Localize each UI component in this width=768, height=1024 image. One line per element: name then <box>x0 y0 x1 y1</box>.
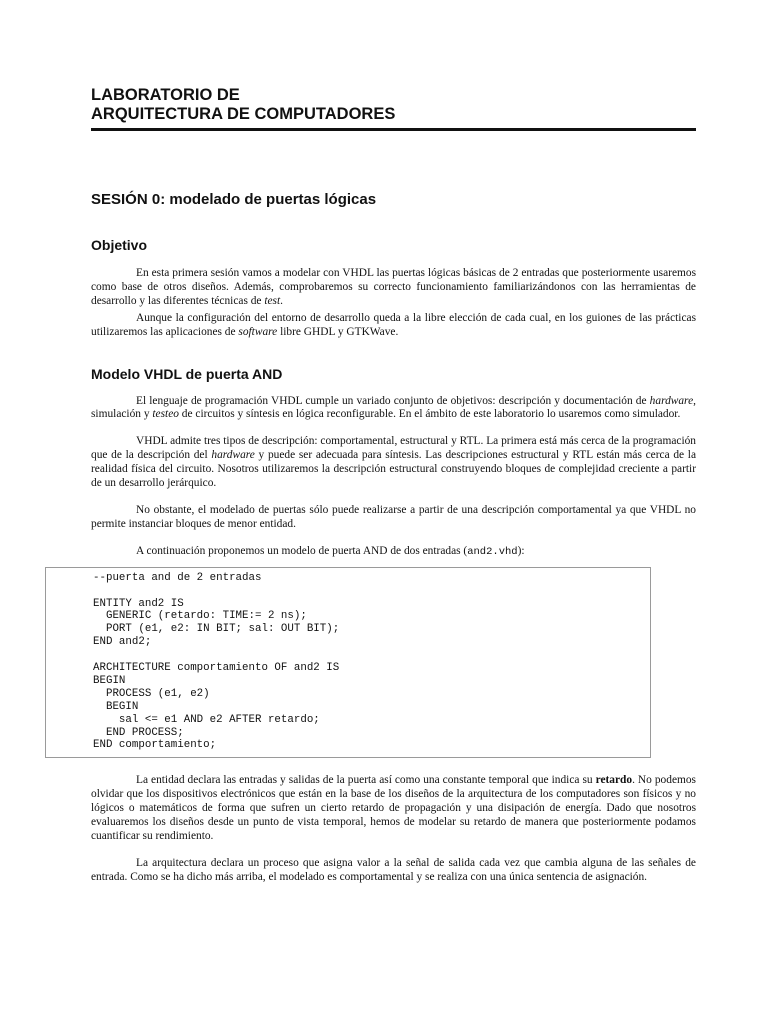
text-run: VHDL admite tres tipos de descripción: comportamental, estructural y RTL. La primera está más cerca de la programación que de la descripción del <box>91 435 696 462</box>
text-run: ): <box>517 544 525 557</box>
code-text: --puerta and de 2 entradas ENTITY and2 IS GENERIC (retardo: TIME:= 2 ns); PORT (e1, e2: IN BIT; sal: OUT BIT); END and2; ARCHITECTURE comportamiento OF and2 IS BEGIN PROCESS (e1, e2) BEGIN sal <= e1 AND e2 AFTER retardo; END PROCESS; END comportamiento; <box>93 571 340 752</box>
modelo-paragraph-5 <box>91 774 696 844</box>
text-run: El lenguaje de programación VHDL cumple un variado conjunto de objetivos: descripción y documentación de <box>136 394 650 407</box>
text-run: Aunque la configuración del entorno de desarrollo queda a la libre elección de cada cual, en los guiones de las prácticas utilizaremos las aplicaciones de <box>91 311 696 338</box>
heading-objetivo: Objetivo <box>91 237 148 253</box>
session-title: SESIÓN 0: modelado de puertas lógicas <box>91 191 377 208</box>
heading-modelo: Modelo VHDL de puerta AND <box>91 365 283 382</box>
modelo-paragraph-3: No obstante, el modelado de puertas sólo puede realizarse a partir de una descripción comportamental ya que VHDL no permite instanciar bloques de menor entidad. <box>91 503 696 530</box>
modelo-paragraph-6: La arquitectura declara un proceso que asigna valor a la señal de salida cada vez que cambia alguna de las señales de entrada. Como se ha dicho más arriba, el modelado es comportamental y se realiza con una única sentencia de asignación. <box>91 856 696 883</box>
text-run: , simulación y <box>91 394 696 421</box>
code-listing <box>45 567 651 759</box>
text-run: libre GHDL y GTKWave. <box>277 325 399 338</box>
emphasis: testeo <box>152 408 179 421</box>
title-rule <box>91 128 696 131</box>
modelo-paragraph-4 <box>91 545 696 560</box>
inline-code: and2.vhd <box>467 545 518 558</box>
emphasis: hardware <box>649 394 694 407</box>
emphasis: test <box>264 294 281 307</box>
title-line-1: LABORATORIO DE <box>91 86 240 104</box>
title-line-2: ARQUITECTURA DE COMPUTADORES <box>91 105 396 123</box>
text-run: En esta primera sesión vamos a modelar con VHDL las puertas lógicas básicas de 2 entradas que posteriormente usaremos como base de otros diseños. Además, comprobaremos su correcto funcionamiento familiarizándonos con las herramientas de desarrollo y las diferentes técnicas de <box>91 267 696 307</box>
text-run: y puede ser adecuada para síntesis. Las descripciones estructural y RTL están más cerca de la realidad física del circuito. Nosotros utilizaremos la descripción estructural construyendo bloques de complejidad creciente a partir de un desarrollo jerárquico. <box>91 449 697 490</box>
document-title <box>91 86 696 124</box>
bold-term: retardo <box>595 774 633 787</box>
text-run: La entidad declara las entradas y salidas de la puerta así como una constante temporal que indica su <box>136 774 596 787</box>
modelo-paragraph-1 <box>91 395 696 423</box>
emphasis: software <box>238 325 278 338</box>
text-run: . <box>280 294 284 307</box>
document-page <box>91 86 696 885</box>
modelo-paragraph-2 <box>91 435 696 491</box>
emphasis: hardware <box>211 449 255 462</box>
text-run: A continuación proponemos un modelo de puerta AND de dos entradas ( <box>136 544 468 557</box>
text-run: . No podemos olvidar que los dispositivos electrónicos que están en la base de los diseños de la arquitectura de los computadores son físicos y no lógicos o matemáticos de forma que sufren un cierto retardo de propagación y una disipación de energía. Dado que nosotros evaluaremos los diseños desde un punto de vista temporal, hemos de modelar su retardo de manera que posteriormente podamos cuantificar su rendimiento. <box>91 774 696 842</box>
objetivo-paragraph-1 <box>91 267 696 309</box>
objetivo-paragraph-2 <box>91 312 696 340</box>
text-run: de circuitos y síntesis en lógica reconfigurable. En el ámbito de este laboratorio lo usaremos como simulador. <box>178 408 681 421</box>
